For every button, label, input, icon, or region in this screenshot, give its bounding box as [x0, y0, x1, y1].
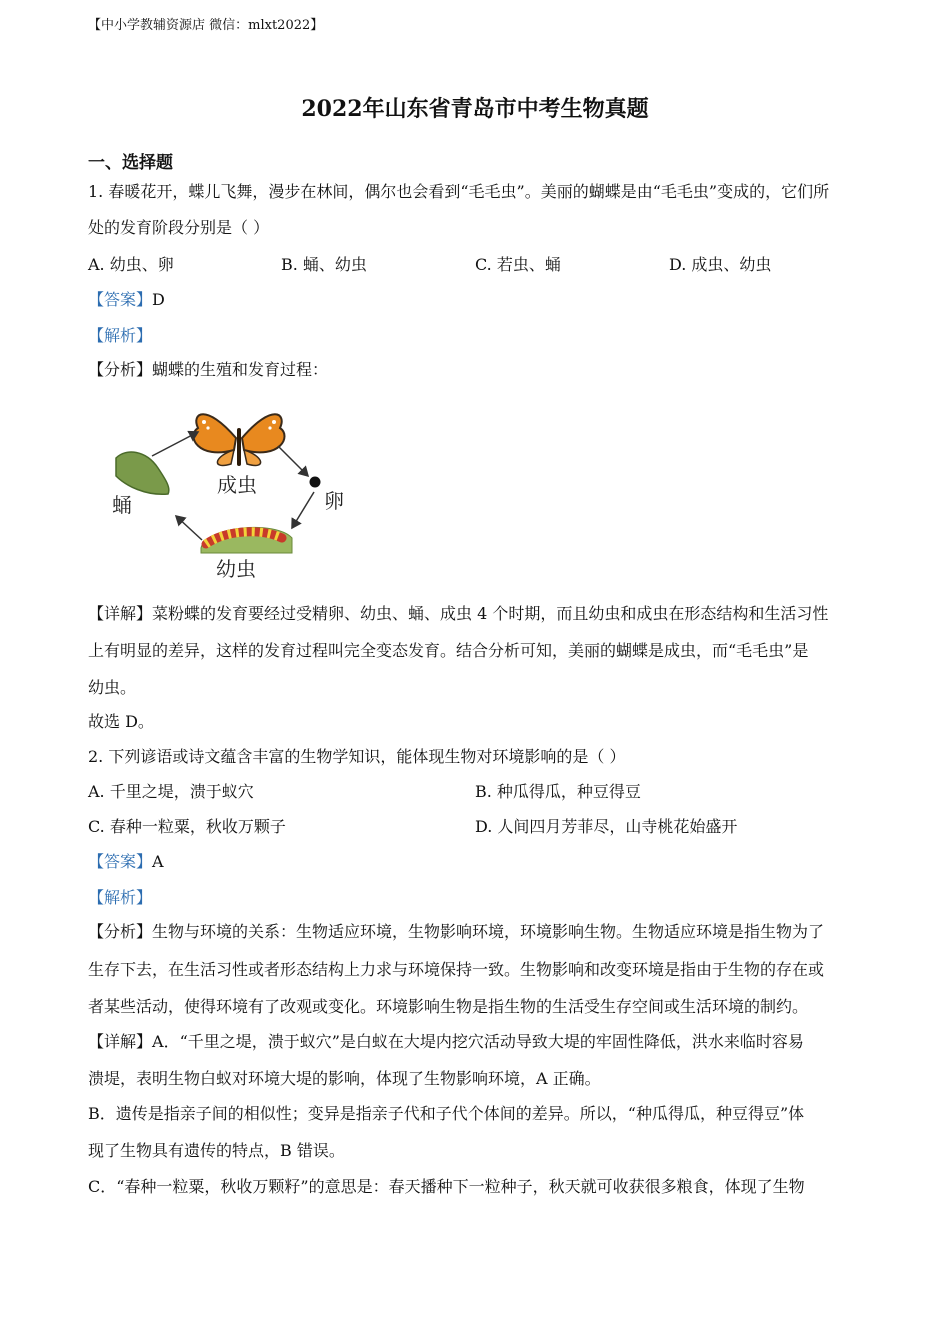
xiangjie-tag: 【详解】: [88, 1032, 153, 1051]
q1-option-b: B. 蛹、幼虫: [281, 255, 367, 274]
pupa-icon: [116, 452, 169, 494]
q2-answer: [88, 852, 164, 872]
q1-analysis-tag: 【解析】: [88, 326, 153, 345]
q2-b-line2: 现了生物具有遗传的特点，B 错误。: [88, 1141, 345, 1160]
q2-fenxi-line3: 者某些活动，使得环境有了改观或变化。环境影响生物是指生物的生活受生存空间或生活环境的制约。: [88, 997, 809, 1016]
q2-option-c: C. 春种一粒粟，秋收万颗子: [88, 817, 286, 836]
q2-option-d: D. 人间四月芳菲尽，山寺桃花始盛开: [475, 817, 738, 836]
answer-tag: 【答案】: [88, 852, 153, 871]
q1-option-a: A. 幼虫、卵: [88, 255, 174, 274]
q1-stem-line1: 1. 春暖花开，蝶儿飞舞，漫步在林间，偶尔也会看到“毛毛虫”。美丽的蝴蝶是由“毛毛虫”变成的，它们所: [88, 182, 830, 201]
butterfly-icon: [194, 414, 285, 466]
label-adult: 成虫: [217, 473, 257, 497]
q1-answer: [88, 290, 165, 310]
q1-conclusion: 故选 D。: [88, 712, 154, 731]
q2-fenxi-line2: 生存下去，在生活习性或者形态结构上力求与环境保持一致。生物影响和改变环境是指由于生物的存在或: [88, 960, 825, 979]
answer-tag: 【答案】: [88, 290, 153, 309]
page-title: 2022年山东省青岛市中考生物真题: [301, 96, 649, 122]
arrow-adult-to-egg: [278, 446, 308, 476]
q1-xiangjie: [88, 604, 828, 624]
q2-option-a: A. 千里之堤，溃于蚁穴: [88, 782, 254, 801]
q2-xiangjie-line2: 溃堤，表明生物白蚁对环境大堤的影响，体现了生物影响环境，A 正确。: [88, 1069, 601, 1088]
answer-value: D: [152, 290, 165, 309]
header-watermark: 【中小学教辅资源店 微信：mlxt2022】: [88, 18, 324, 33]
arrow-egg-to-larva: [292, 492, 314, 528]
butterfly-lifecycle-diagram: [86, 398, 356, 583]
xiangjie-tag: 【详解】: [88, 604, 153, 623]
fenxi-line1: 生物与环境的关系：生物适应环境，生物影响环境，环境影响生物。生物适应环境是指生物为了: [152, 922, 825, 941]
caterpillar-icon: [201, 527, 292, 553]
answer-value: A: [152, 852, 164, 871]
q2-fenxi: [88, 922, 824, 942]
q1-xiangjie-line2: 上有明显的差异，这样的发育过程叫完全变态发育。结合分析可知，美丽的蝴蝶是成虫，而“毛毛虫”是: [88, 641, 809, 660]
q2-c-line1: C．“春种一粒粟，秋收万颗籽”的意思是：春天播种下一粒种子，秋天就可收获很多粮食，体现了生物: [88, 1177, 805, 1196]
xiangjie-line1: A．“千里之堤，溃于蚁穴”是白蚁在大堤内挖穴活动导致大堤的牢固性降低，洪水来临时容易: [152, 1032, 804, 1051]
q1-stem-line2: 处的发育阶段分别是（ ）: [88, 218, 270, 237]
q2-option-b: B. 种瓜得瓜，种豆得豆: [475, 782, 641, 801]
fenxi-tag: 【分析】: [88, 922, 153, 941]
q1-xiangjie-line3: 幼虫。: [88, 678, 137, 697]
label-larva: 幼虫: [216, 557, 256, 581]
fenxi-text: 蝴蝶的生殖和发育过程：: [152, 360, 329, 379]
label-egg: 卵: [324, 489, 344, 513]
q2-b-line1: B．遗传是指亲子间的相似性；变异是指亲子代和子代个体间的差异。所以，“种瓜得瓜，种豆得豆”体: [88, 1104, 805, 1123]
fenxi-tag: 【分析】: [88, 360, 153, 379]
xiangjie-line1: 菜粉蝶的发育要经过受精卵、幼虫、蛹、成虫 4 个时期，而且幼虫和成虫在形态结构和生活习性: [152, 604, 829, 623]
q1-option-d: D. 成虫、幼虫: [669, 255, 772, 274]
q1-option-c: C. 若虫、蛹: [475, 255, 561, 274]
q2-analysis-tag: 【解析】: [88, 888, 153, 907]
egg-icon: [310, 477, 321, 488]
section-heading: 一、选择题: [88, 153, 173, 173]
arrow-pupa-to-adult: [152, 432, 198, 456]
arrow-larva-to-pupa: [176, 516, 202, 540]
label-pupa: 蛹: [112, 493, 132, 517]
q2-stem: 2. 下列谚语或诗文蕴含丰富的生物学知识，能体现生物对环境影响的是（ ）: [88, 747, 626, 766]
q1-fenxi: [88, 360, 328, 380]
q2-xiangjie: [88, 1032, 804, 1052]
